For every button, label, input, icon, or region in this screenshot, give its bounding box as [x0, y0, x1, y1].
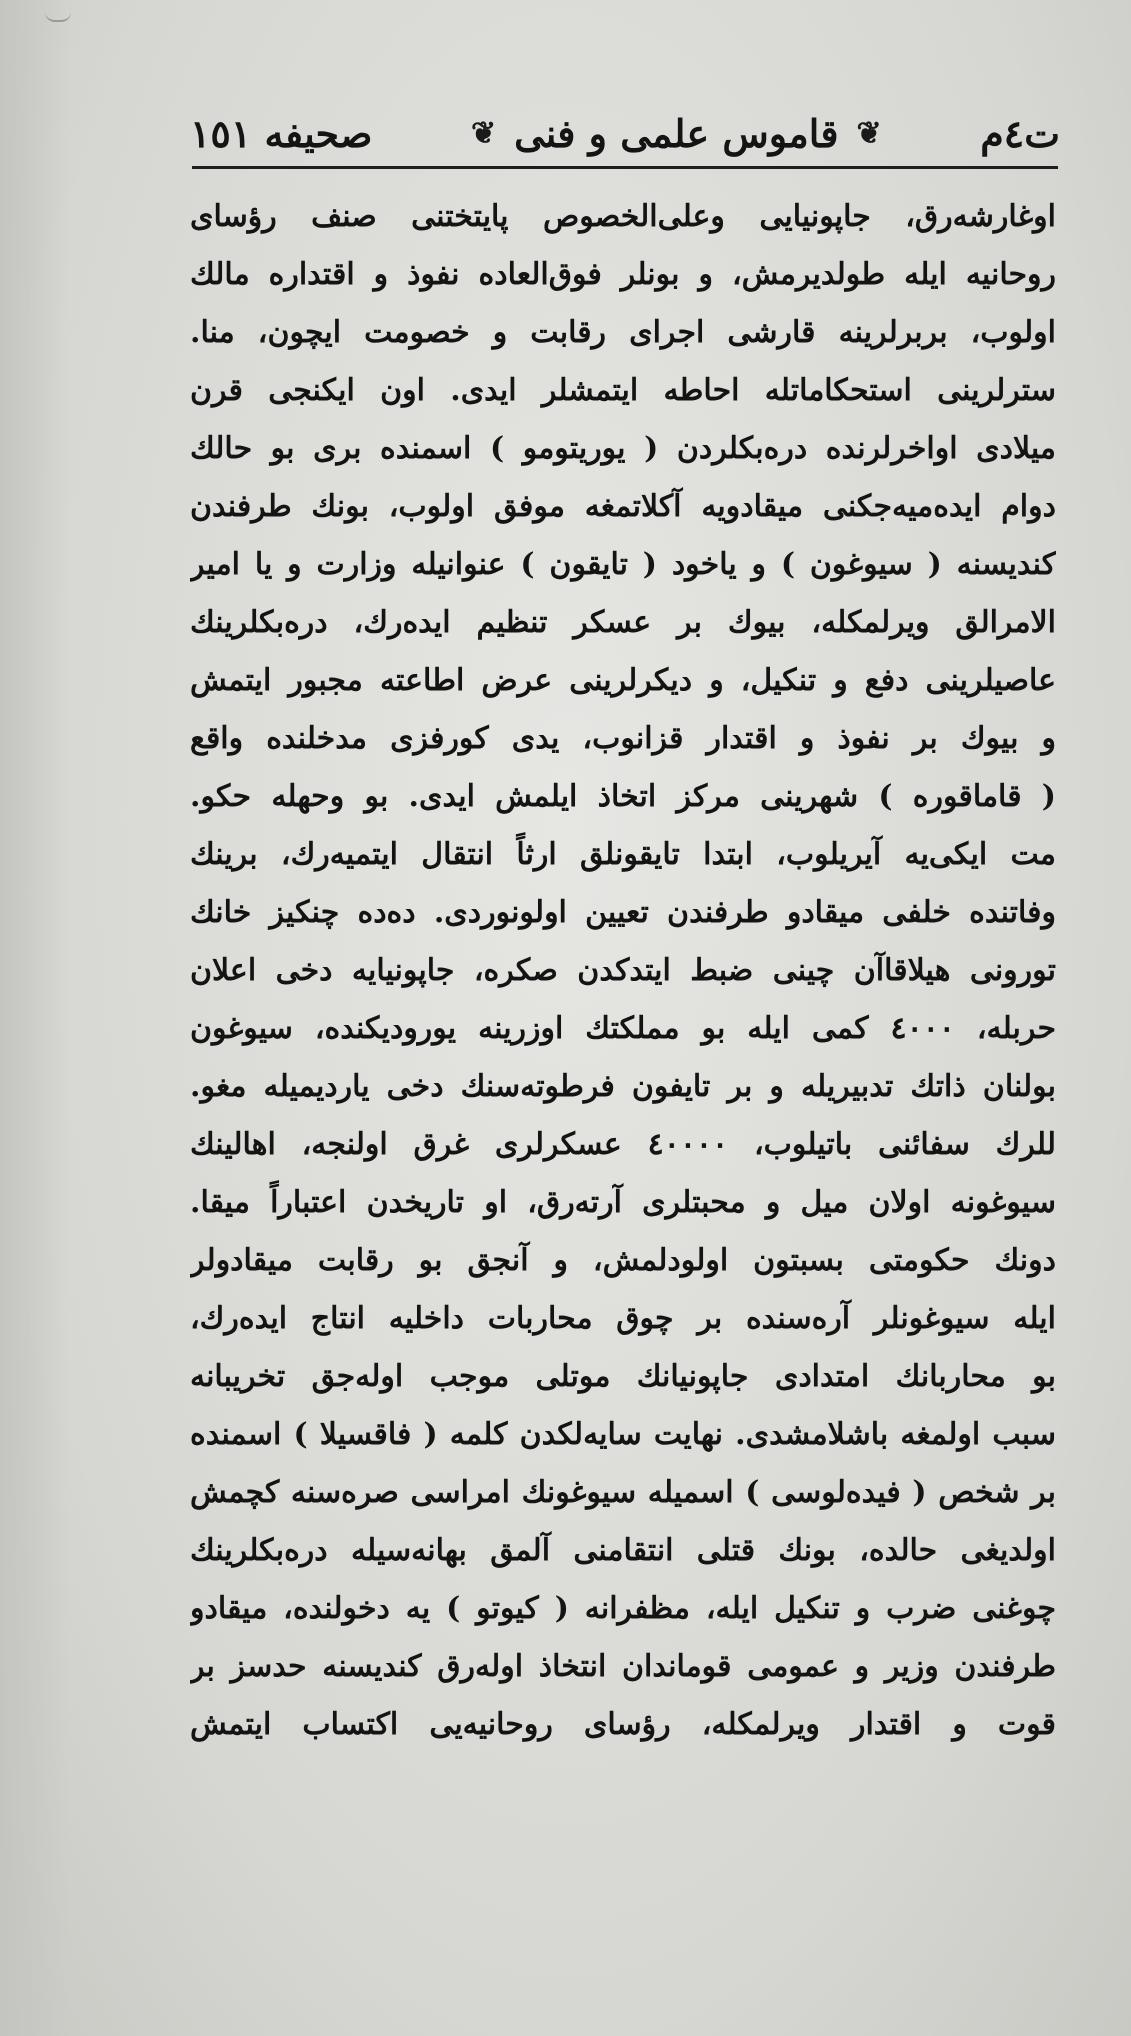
text-line: دونك حکومتی بسبتون اولودلمش، و آنجق بو رقابت میقادولر — [190, 1243, 1056, 1278]
text-line: قوت و اقتدار ویرلمکله، رؤسای روحانیه‌یی اکتساب ایتمش — [190, 1707, 1056, 1742]
text-line: اولدیغی حالده، بونك قتلی انتقامنی آلمق بهانه‌سیله دره‌بکلرینك — [190, 1533, 1056, 1568]
text-line: ایله سیوغونلر آره‌سنده بر چوق محاربات داخلیه انتاج ایده‌رك، — [190, 1301, 1056, 1336]
text-line: کندیسنه ( سیوغون ) و یاخود ( تایقون ) عنوانیله وزارت و یا امیر — [190, 547, 1056, 582]
text-line: طرفندن وزیر و عمومی قوماندان انتخاذ اوله‌رق کندیسنه حدسز بر — [190, 1649, 1056, 1684]
ornament-right-icon: ❦ — [856, 115, 882, 151]
body-text — [190, 188, 1056, 1754]
text-line: حربله، ٤٠٠٠ کمی ایله بو مملکتك اوزرینه یورودیکنده، سیوغون — [190, 1011, 1056, 1046]
page-edge-shadow — [0, 0, 70, 2036]
text-line: بو محاربانك امتدادی جاپونیانك موتلی موجب اوله‌جق تخریبانه — [190, 1359, 1056, 1394]
text-line: عاصیلرینی دفع و تنکیل، و دیکرلرینی عرض اطاعته مجبور ایتمش — [190, 663, 1056, 698]
text-line: روحانیه ایله طولدیرمش، و بونلر فوق‌العاده نفوذ و اقتداره مالك — [190, 257, 1056, 292]
text-line: الامرالق ویرلمکله، بیوك بر عسکر تنظیم ایده‌رك، دره‌بکلرینك — [190, 605, 1056, 640]
text-line: بر شخص ( فیده‌لوسی ) اسمیله سیوغونك امراسی صره‌سنه کچمش — [190, 1475, 1056, 1510]
text-line: میلادی اواخرلرنده دره‌بکلردن ( یوریتومو ) اسمنده بری بو حالك — [190, 431, 1056, 466]
header-title-group — [471, 111, 882, 156]
text-line: سترلرینی استحکاماتله احاطه ایتمشلر ایدی. اون ایکنجی قرن — [190, 373, 1056, 408]
page-header — [190, 98, 1060, 168]
header-page-number: صحیفه ١٥١ — [190, 110, 373, 156]
header-title: قاموس علمی و فنی — [514, 110, 839, 156]
text-line: مت ایکی‌یه آیریلوب، ابتدا تایقونلق ارثاً انتقال ایتمیه‌رك، برینك — [190, 837, 1056, 872]
text-line: وفاتنده خلفی میقادو طرفندن تعیین اولونوردی. ده‌ده‌ چنکیز خانك — [190, 895, 1056, 930]
text-line: اوغارشه‌رق، جاپونیایی وعلی‌الخصوص پایتختنی صنف رؤسای — [190, 199, 1056, 234]
text-line: چوغنی ضرب و تنکیل ایله، مظفرانه ( کیوتو ) یه دخولنده، میقادو — [190, 1591, 1056, 1626]
text-line: ( قاماقوره ) شهرینی مرکز اتخاذ ایلمش ایدی. بو وحهله حکو. — [190, 779, 1056, 814]
text-line: تورونی هیلاقاآن چینی ضبط ایتدکدن صکره، جاپونیایه دخی اعلان — [190, 953, 1056, 988]
header-divider — [192, 166, 1058, 169]
text-line: للرك سفائنی باتیلوب، ٤٠٠٠٠ عسکرلری غرق اولنجه، اهالینك — [190, 1127, 1056, 1162]
text-line: و بیوك بر نفوذ و اقتدار قزانوب، یدی کورفزی مدخلنده واقع — [190, 721, 1056, 756]
text-line: سبب اولمغه باشلامشدی. نهایت سایه‌لکدن کلمه ( فاقسیلا ) اسمنده — [190, 1417, 1056, 1452]
text-line: بولنان ذاتك تدبیریله و بر تایفون فرطوته‌سنك دخی یاردیمیله مغو. — [190, 1069, 1056, 1104]
text-line: دوام ایده‌میه‌جکنی میقادویه آکلاتمغه موفق اولوب، بونك طرفندن — [190, 489, 1056, 524]
text-line: سیوغونه اولان میل و محبتلری آرته‌رق، او تاریخدن اعتباراً میقا. — [190, 1185, 1056, 1220]
text-line: اولوب، بربرلرینه قارشی اجرای رقابت و خصومت ایچون، منا. — [190, 315, 1056, 350]
header-signature-mark: ت٤م — [980, 110, 1060, 156]
ornament-left-icon: ❦ — [470, 115, 497, 151]
